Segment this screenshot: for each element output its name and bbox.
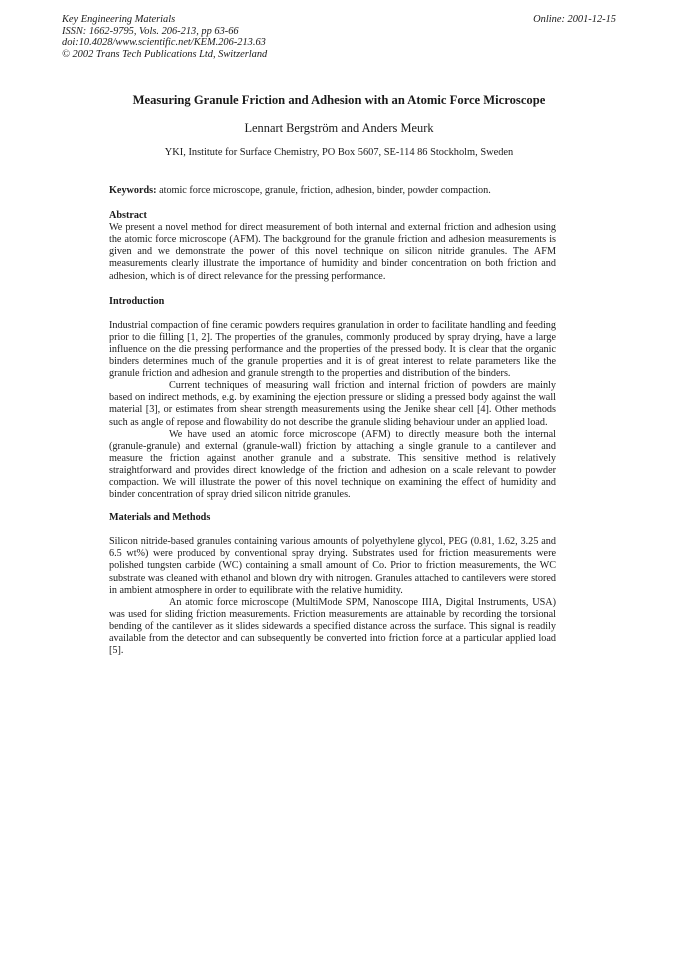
online-date-header (533, 14, 616, 26)
keywords-text: atomic force microscope, granule, friction, adhesion, binder, powder compaction. (156, 185, 491, 196)
journal-name: Key Engineering Materials (62, 14, 176, 25)
paper-body (109, 185, 556, 657)
keywords (109, 185, 556, 197)
abstract-heading: Abstract (109, 210, 147, 222)
keywords-label: Keywords: (109, 185, 157, 196)
abstract-text: We present a novel method for direct measurement of both internal and external friction and adhesion using the atomic force microscope (AFM). The background for the granule friction and adhesion measurements is given and we demonstrate the power of this novel technique on silicon nitride granules. The AFM measurements clearly illustrate the importance of humidity and binder concentration on both friction and adhesion, which is of direct relevance for the pressing performance. (109, 222, 556, 282)
methods-paragraph: An atomic force microscope (MultiMode SPM, Nanoscope IIIA, Digital Instruments, USA) was used for sliding friction measurements. Friction measurements are attainable by recording the torsional bending of the cantilever as it slides sidewards a specified distance across the surface. This signal is readily available from the detector and can subsequently be converted into friction force at a particular applied load [5]. (109, 596, 556, 657)
online-date: Online: 2001-12-15 (533, 14, 616, 25)
journal-header (62, 14, 382, 60)
introduction-paragraph: We have used an atomic force microscope (AFM) to directly measure both the internal (granule-granule) and external (granule-wall) friction by attaching a single granule to a cantilever and measure the friction against another granule and a substrate. This sensitive method is relatively straightforward and provides direct knowledge of the friction and adhesion on a scale relevant to powder compaction. We will illustrate the power of this novel technique on examining the effect of humidity and binder concentration of spray dried silicon nitride granules. (109, 428, 556, 501)
copyright-line: © 2002 Trans Tech Publications Ltd, Switzerland (62, 48, 268, 60)
paper-affiliation: YKI, Institute for Surface Chemistry, PO Box 5607, SE-114 86 Stockholm, Sweden (164, 147, 514, 158)
issn-line: ISSN: 1662-9795, Vols. 206-213, pp 63-66 (62, 25, 239, 37)
doi-line: doi:10.4028/www.scientific.net/KEM.206-213.63 (62, 37, 266, 49)
introduction-paragraph: Industrial compaction of fine ceramic powders requires granulation in order to facilitate handling and feeding prior to die filling [1, 2]. The properties of the granules, commonly produced by spray drying, have a large influence on the die pressing performance and the properties of the pressed body. It is clear that the organic binders determines much of the granule properties and it is of great interest to relate parameters like the granule friction and adhesion and granule strength to the properties and distribution of the binders. (109, 319, 556, 380)
paper-authors: Lennart Bergström and Anders Meurk (244, 121, 434, 135)
introduction-paragraph: Current techniques of measuring wall friction and internal friction of powders are mainly based on indirect methods, e.g. by examining the ejection pressure or sliding a pressed body against the wall material [3], or estimates from shear strength measurements using the Jenike shear cell [4]. Other methods such as angle of repose and flowability do not describe the granule sliding behaviour under an applied load. (109, 380, 556, 428)
methods-paragraph: Silicon nitride-based granules containing various amounts of polyethylene glycol, PEG (0.81, 1.62, 3.25 and 6.5 wt%) were produced by conventional spray drying. Substrates used for friction measurements were polished tungsten carbide (WC) containing a small amount of Co. Prior to friction measurements, the WC substrate was cleaned with ethanol and blown dry with nitrogen. Granules attached to cantilevers were stored in ambient atmosphere in order to equilibrate with the relative humidity. (109, 536, 556, 596)
introduction-heading: Introduction (109, 295, 165, 307)
methods-heading: Materials and Methods (109, 512, 211, 524)
paper-title: Measuring Granule Friction and Adhesion with an Atomic Force Microscope (132, 93, 546, 107)
